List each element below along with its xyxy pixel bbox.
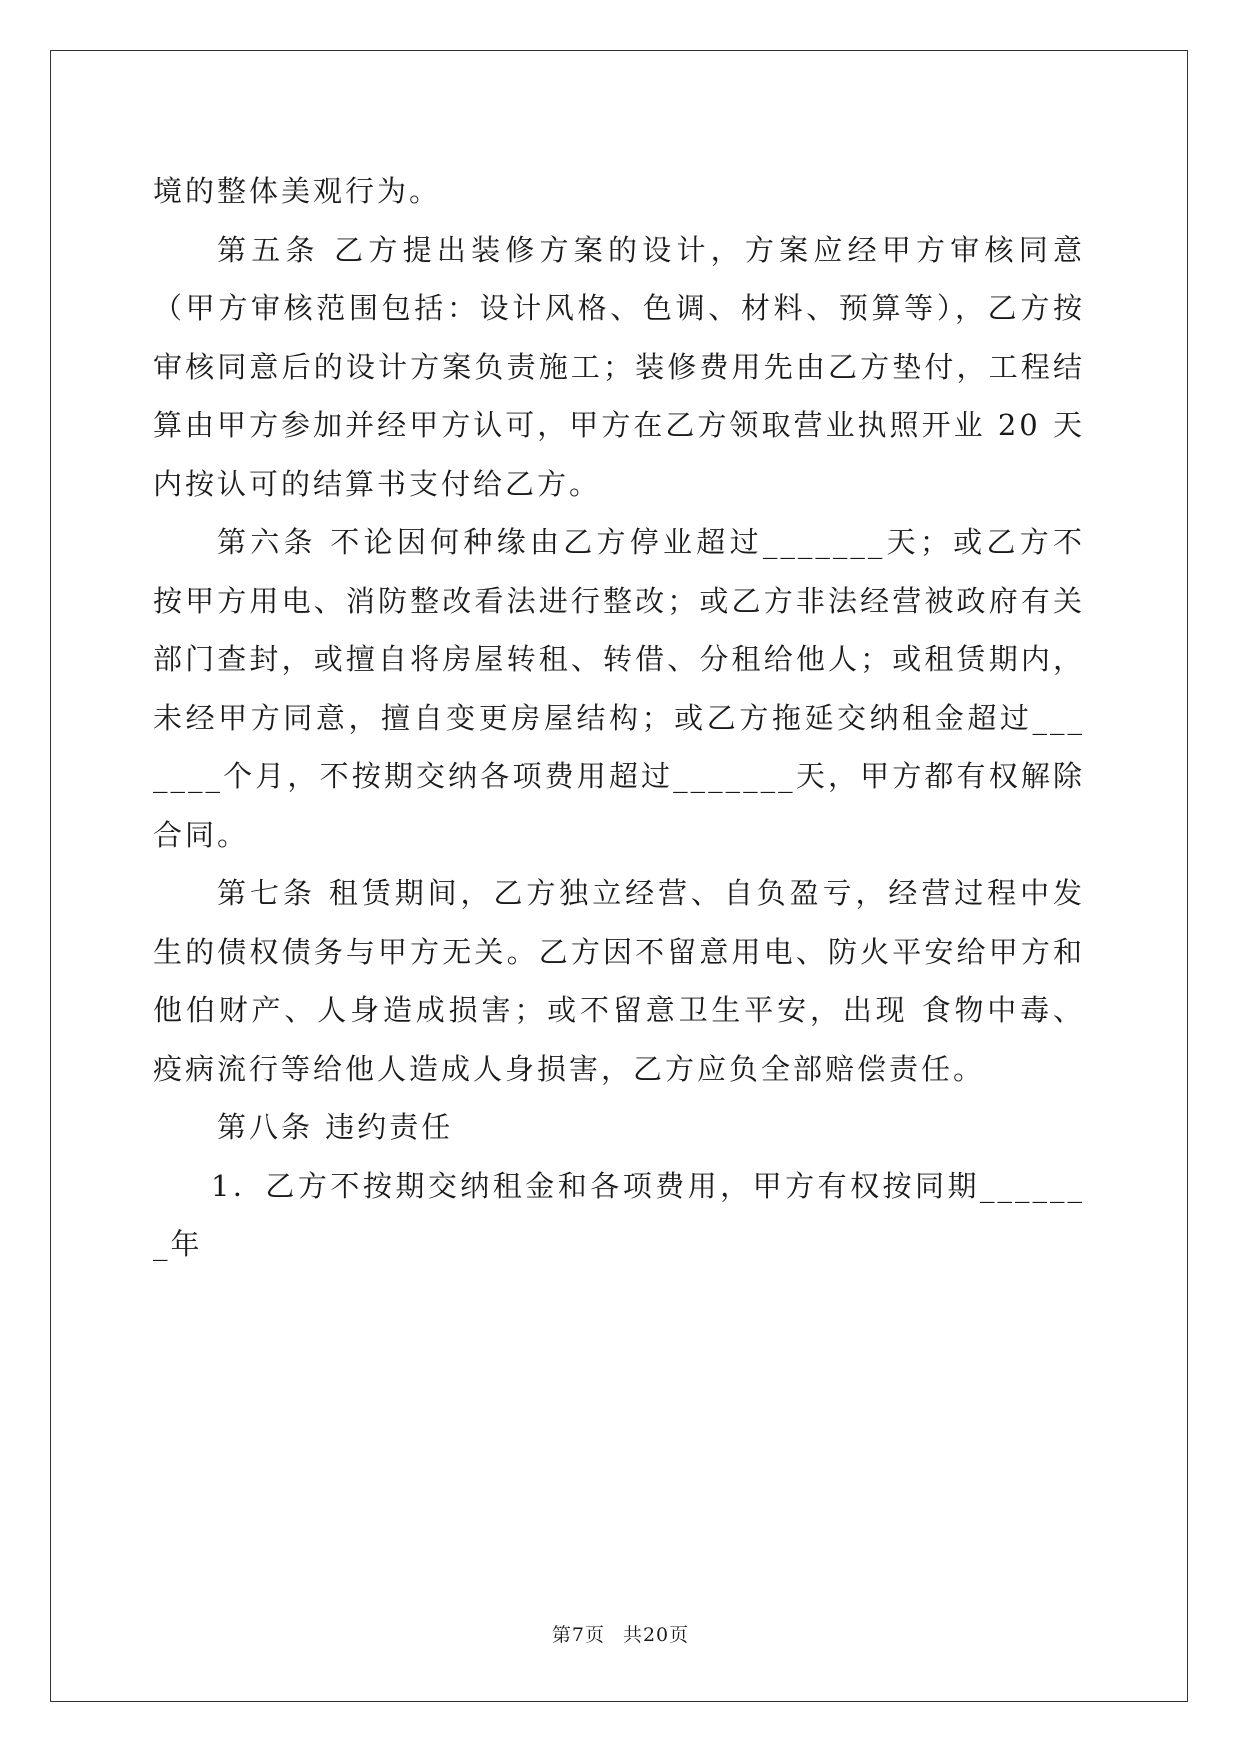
- clause-5: 第五条 乙方提出装修方案的设计，方案应经甲方审核同意（甲方审核范围包括：设计风格、色调、材料、预算等），乙方按审核同意后的设计方案负责施工；装修费用先由乙方垫付，工程结算由甲方参加并经甲方认可，甲方在乙方领取营业执照开业 20 天内按认可的结算书支付给乙方。: [153, 232, 1085, 501]
- clause-8-item-1: 1．乙方不按期交纳租金和各项费用，甲方有权按同期_______年: [153, 1168, 1085, 1261]
- clause-6: 第六条 不论因何种缘由乙方停业超过_______天；或乙方不按甲方用电、消防整改看法进行整改；或乙方非法经营被政府有关部门查封，或擅自将房屋转租、转借、分租给他人；或租赁期内，未经甲方同意，擅自变更房屋结构；或乙方拖延交纳租金超过_______个月，不按期交纳各项费用超过_______天，甲方都有权解除合同。: [153, 525, 1085, 852]
- clause-8-heading: 第八条 违约责任: [217, 1110, 454, 1144]
- page-total: 共20页: [622, 1624, 690, 1646]
- paragraph-continuation: 境的整体美观行为。: [153, 174, 442, 208]
- document-body: [153, 162, 1085, 1274]
- page-number: 第7页: [551, 1624, 605, 1646]
- page-footer: [0, 1620, 1241, 1647]
- clause-7: 第七条 租赁期间，乙方独立经营、自负盈亏，经营过程中发生的债权债务与甲方无关。乙方因不留意用电、防火平安给甲方和他伯财产、人身造成损害；或不留意卫生平安，出现 食物中毒、疫病流行等给他人造成人身损害，乙方应负全部赔偿责任。: [153, 876, 1085, 1086]
